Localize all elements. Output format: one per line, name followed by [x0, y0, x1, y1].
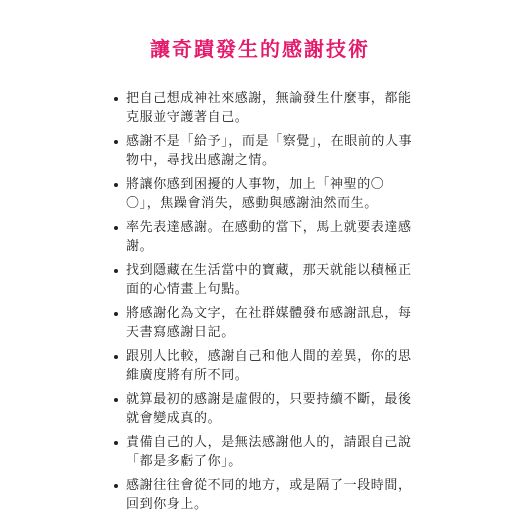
tip-list	[114, 89, 414, 519]
tip-text: 責備自己的人，是無法感謝他人的，請跟自己說「都是多虧了你」。	[126, 435, 412, 469]
bullet-icon	[114, 355, 118, 359]
bullet-icon	[114, 97, 118, 101]
tip-text: 將感謝化為文字，在社群媒體發布感謝訊息，每天書寫感謝日記。	[126, 306, 412, 340]
list-item	[114, 132, 414, 170]
list-item	[114, 304, 414, 342]
tip-text: 跟別人比較，感謝自己和他人間的差異，你的思維廣度將有所不同。	[126, 349, 412, 383]
bullet-icon	[114, 312, 118, 316]
tip-text: 找到隱藏在生活當中的寶藏，那天就能以積極正面的心情畫上句點。	[126, 263, 412, 297]
tip-text: 把自己想成神社來感謝，無論發生什麼事，都能克服並守護著自己。	[126, 91, 412, 125]
list-item	[114, 476, 414, 514]
bullet-icon	[114, 398, 118, 402]
bullet-icon	[114, 269, 118, 273]
tip-text: 率先表達感謝。在感動的當下，馬上就要表達感謝。	[126, 220, 412, 254]
list-item	[114, 89, 414, 127]
list-item	[114, 175, 414, 213]
list-item	[114, 433, 414, 471]
page-title: 讓奇蹟發生的感謝技術	[150, 37, 370, 61]
tip-text: 就算最初的感謝是虛假的，只要持續不斷，最後就會變成真的。	[126, 392, 412, 426]
bullet-icon	[114, 441, 118, 445]
bullet-icon	[114, 140, 118, 144]
tip-text: 感謝往往會從不同的地方，或是隔了一段時間，回到你身上。	[126, 478, 412, 512]
tip-text: 感謝不是「給予」，而是「察覺」，在眼前的人事物中，尋找出感謝之情。	[126, 134, 413, 168]
list-item	[114, 390, 414, 428]
list-item	[114, 218, 414, 256]
list-item	[114, 261, 414, 299]
list-item	[114, 347, 414, 385]
bullet-icon	[114, 484, 118, 488]
tip-text: 將讓你感到困擾的人事物，加上「神聖的〇〇」，焦躁會消失，感動與感謝油然而生。	[126, 177, 385, 211]
bullet-icon	[114, 183, 118, 187]
bullet-icon	[114, 226, 118, 230]
